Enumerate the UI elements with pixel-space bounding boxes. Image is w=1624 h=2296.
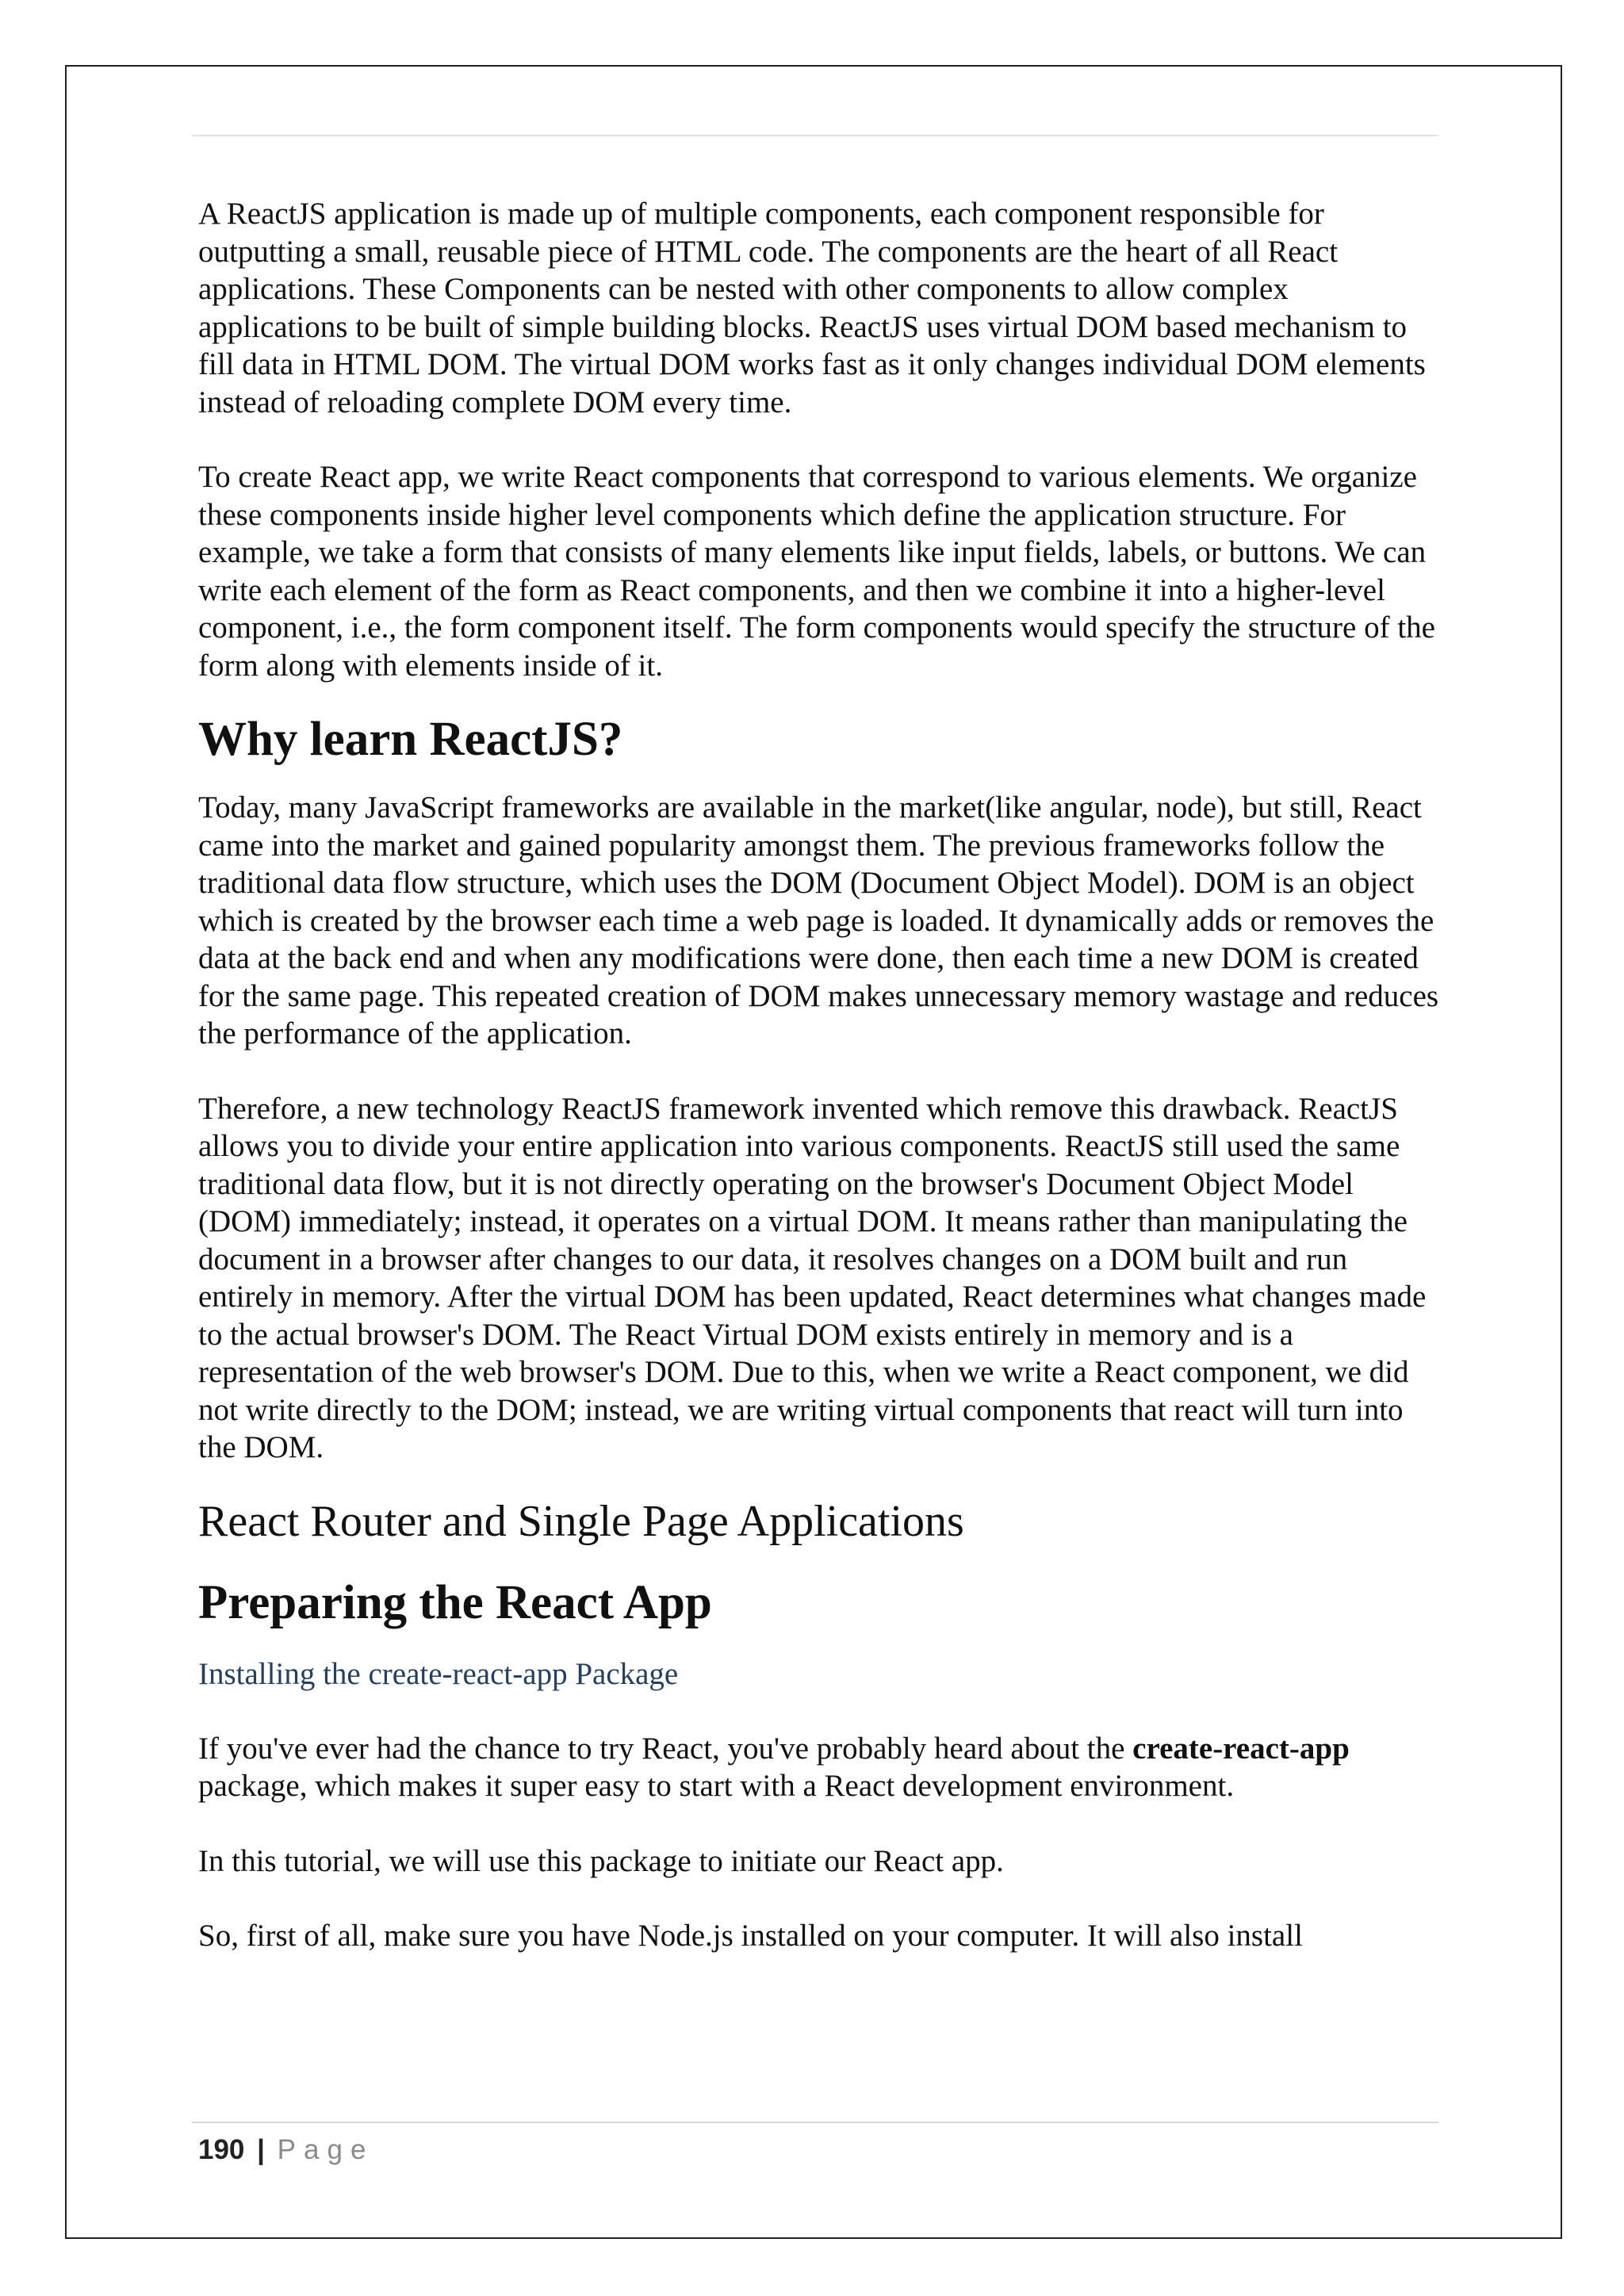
paragraph-intro-components: A ReactJS application is made up of multiple components, each component responsible for outputting a small, reusable piece of HTML code. The components are the heart of all React applications. These Components can be nested with other components to allow complex applications to be built of simple building blocks. ReactJS uses virtual DOM based mechanism to fill data in HTML DOM. The virtual DOM works fast as it only changes individual DOM elements instead of reloading complete DOM every time. xyxy=(198,197,1426,419)
paragraph-why-virtual-dom: Therefore, a new technology ReactJS framework invented which remove this drawback. ReactJS allows you to divide your entire application into various components. ReactJS still used the same traditional data flow, but it is not directly operating on the browser's Document Object Model (DOM) immediately; instead, it operates on a virtual DOM. It means rather than manipulating the document in a browser after changes to our data, it resolves changes on a DOM built and run entirely in memory. After the virtual DOM has been updated, React determines what changes made to the actual browser's DOM. The React Virtual DOM exists entirely in memory and is a representation of the web browser's DOM. Due to this, when we write a React component, we did not write directly to the DOM; instead, we are writing virtual components that react will turn into the DOM. xyxy=(198,1091,1427,1464)
page-content xyxy=(198,195,1443,1992)
paragraph-tutorial: In this tutorial, we will use this package to initiate our React app. xyxy=(198,1843,1004,1878)
paragraph-create-react-app xyxy=(198,1730,1443,1805)
header-rule xyxy=(192,135,1438,136)
subheading-installing-package: Installing the create-react-app Package xyxy=(198,1656,679,1691)
footer-rule xyxy=(192,2122,1438,2123)
install-package-name: create-react-app xyxy=(1132,1731,1350,1766)
page-label: Page xyxy=(277,2134,374,2165)
install-text-before: If you've ever had the chance to try React, you've probably heard about the xyxy=(198,1731,1133,1766)
page-number: 190 xyxy=(198,2134,245,2165)
page-footer xyxy=(198,2133,373,2168)
paragraph-nodejs: So, first of all, make sure you have Node.js installed on your computer. It will also install xyxy=(198,1919,1303,1953)
footer-separator: | xyxy=(257,2134,265,2165)
heading-why-learn-reactjs: Why learn ReactJS? xyxy=(198,713,623,766)
paragraph-intro-create-app: To create React app, we write React components that correspond to various elements. We organize these components inside higher level components which define the application structure. For example, we take a form that consists of many elements like input fields, labels, or buttons. We can write each element of the form as React components, and then we combine it into a higher-level component, i.e., the form component itself. The form components would specify the structure of the form along with elements inside of it. xyxy=(198,460,1435,683)
install-text-after: package, which makes it super easy to start with a React development environment. xyxy=(198,1769,1235,1803)
heading-react-router: React Router and Single Page Applications xyxy=(198,1496,964,1546)
heading-preparing-react-app: Preparing the React App xyxy=(198,1575,712,1629)
paragraph-why-frameworks: Today, many JavaScript frameworks are available in the market(like angular, node), but still, React came into the market and gained popularity amongst them. The previous frameworks follow the traditional data flow structure, which uses the DOM (Document Object Model). DOM is an object which is created by the browser each time a web page is loaded. It dynamically adds or removes the data at the back end and when any modifications were done, then each time a new DOM is created for the same page. This repeated creation of DOM makes unnecessary memory wastage and reduces the performance of the application. xyxy=(198,790,1439,1050)
